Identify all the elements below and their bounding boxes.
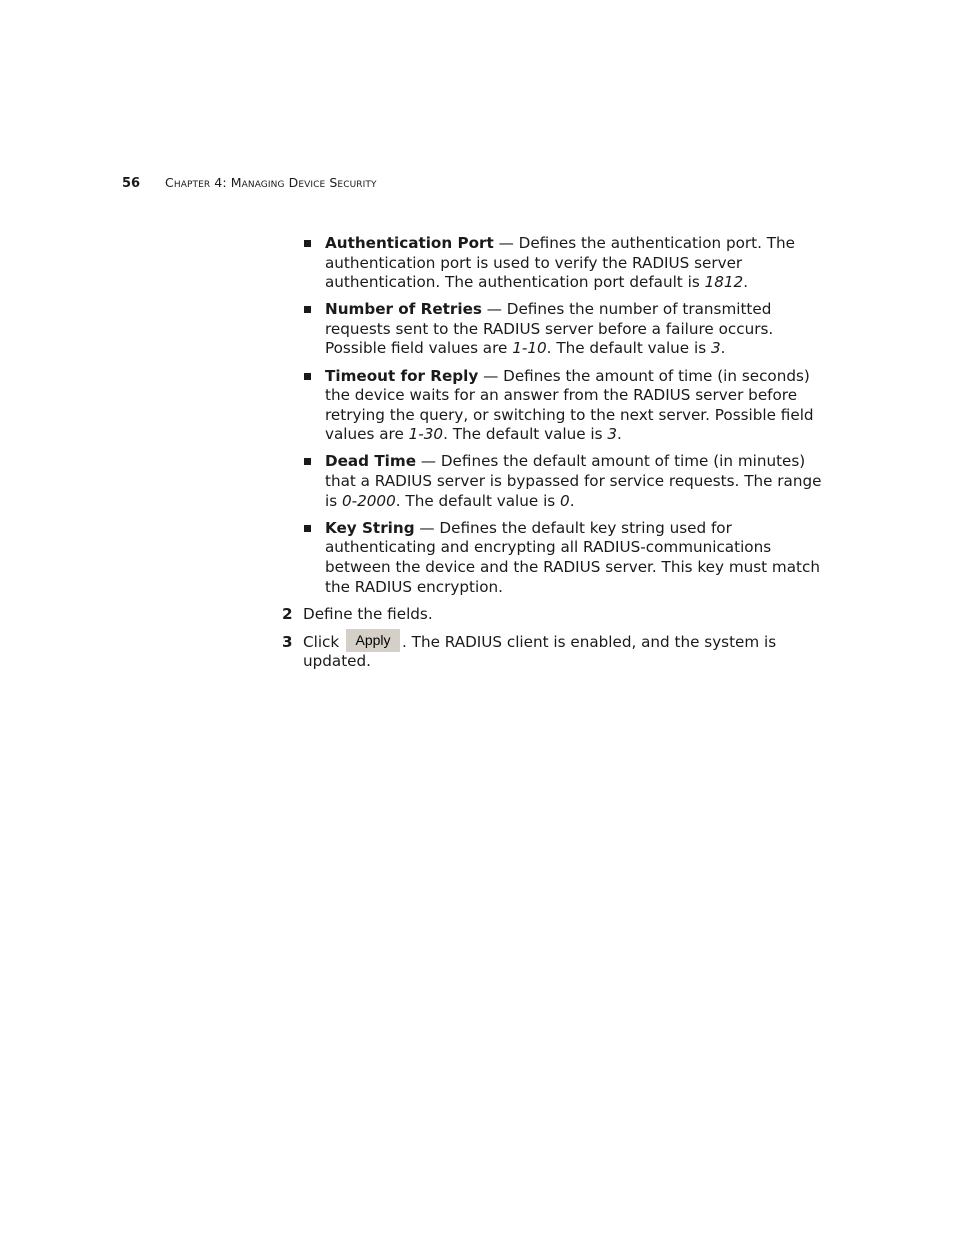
field-default-value: 1812 <box>704 273 744 292</box>
list-item-authentication-port: Authentication Port — Defines the authentication port. The authentication port is used to verify the RADIUS server authentication. The authentication port default is 1812. <box>282 234 822 293</box>
field-description: — Defines the default key string used for authenticating and encrypting all RADIUS-communications between the device and the RADIUS server. This key must match the RADIUS encryption. <box>325 518 820 596</box>
step-number: 2 <box>282 604 293 623</box>
field-range-value: 1-10 <box>512 339 547 358</box>
running-header <box>122 172 377 191</box>
list-item-key-string <box>282 519 822 597</box>
field-term: Timeout for Reply <box>325 366 479 385</box>
field-definitions-list <box>282 234 822 597</box>
step-text-before: Click <box>303 632 345 651</box>
list-item-timeout-for-reply: Timeout for Reply — Defines the amount of time (in seconds) the device waits for an answer from the RADIUS server before retrying the query, or switching to the next server. Possible field values are 1-30. The default value is 3. <box>282 367 822 445</box>
square-bullet-icon <box>304 525 311 532</box>
step-3 <box>282 633 822 672</box>
square-bullet-icon <box>304 458 311 465</box>
step-text: Define the fields. <box>303 604 433 623</box>
field-default-value: 3 <box>607 425 618 444</box>
square-bullet-icon <box>304 306 311 313</box>
field-range-value: 0-2000 <box>341 491 396 510</box>
field-term: Number of Retries <box>325 300 482 319</box>
field-description: — Defines the amount of time (in seconds) the device waits for an answer from the RADIUS server before retrying the query, or switching to the next server. Possible field values are <box>325 366 814 444</box>
field-description: — Defines the default amount of time (in minutes) that a RADIUS server is bypassed for service requests. The range is <box>325 452 822 510</box>
square-bullet-icon <box>304 240 311 247</box>
field-term: Dead Time <box>325 452 417 471</box>
main-content <box>282 234 822 672</box>
field-range-value: 1-30 <box>408 425 444 444</box>
step-number: 3 <box>282 632 293 651</box>
field-default-value: 3 <box>710 339 721 358</box>
list-item-number-of-retries: Number of Retries — Defines the number of transmitted requests sent to the RADIUS server before a failure occurs. Possible field values are 1-10. The default value is 3. <box>282 300 822 359</box>
square-bullet-icon <box>304 373 311 380</box>
page-number: 56 <box>122 176 141 191</box>
apply-button[interactable]: Apply <box>346 629 400 652</box>
step-text-after: . The RADIUS client is enabled, and the system is updated. <box>303 632 777 671</box>
field-term: Key String <box>325 518 415 537</box>
field-default-value: 0 <box>560 491 570 510</box>
step-2 <box>282 605 822 625</box>
field-description: — Defines the number of transmitted requests sent to the RADIUS server before a failure occurs. Possible field values are <box>325 300 774 358</box>
chapter-title: Chapter 4: Managing Device Security <box>165 175 377 190</box>
field-term: Authentication Port <box>325 234 494 252</box>
field-description: — Defines the authentication port. The authentication port is used to verify the RADIUS server authentication. The authentication port default is <box>325 234 795 292</box>
list-item-dead-time: Dead Time — Defines the default amount of time (in minutes) that a RADIUS server is bypassed for service requests. The range is 0-2000. The default value is 0. <box>282 452 822 511</box>
